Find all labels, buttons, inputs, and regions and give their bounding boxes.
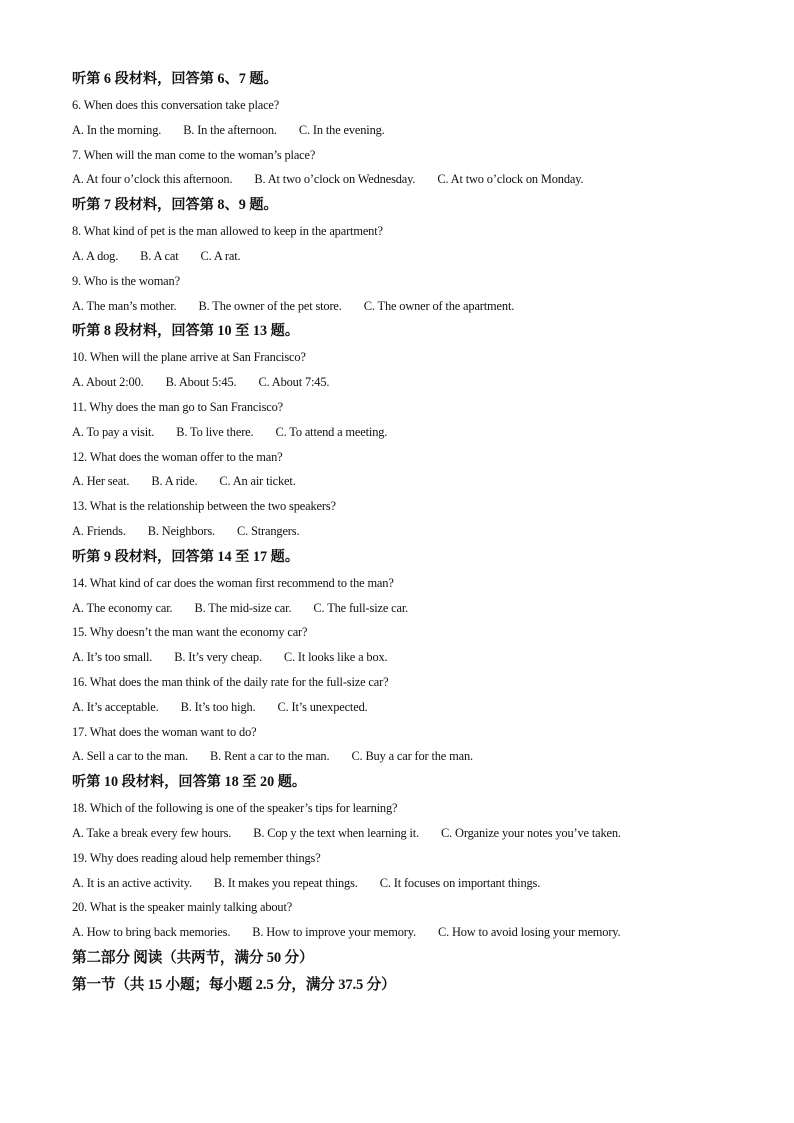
part-heading: 第二部分 阅读（共两节，满分 50 分） (72, 949, 314, 966)
answer-option: A. About 2:00. (72, 375, 144, 390)
answer-option: C. It’s unexpected. (277, 699, 368, 714)
answer-option: B. About 5:45. (165, 375, 237, 390)
question-text: 11. Why does the man go to San Francisco? (72, 399, 283, 414)
answer-option: C. It looks like a box. (283, 650, 388, 665)
answer-option: B. To live there. (176, 424, 254, 439)
answer-option: B. At two o’clock on Wednesday. (254, 172, 416, 187)
answer-options (72, 645, 732, 670)
answer-option: A. Take a break every few hours. (72, 825, 232, 840)
answer-option: C. An air ticket. (219, 474, 296, 489)
answer-options (72, 821, 732, 846)
answer-option: B. It makes you repeat things. (213, 875, 358, 890)
answer-option: B. Neighbors. (147, 523, 215, 538)
answer-option: B. A ride. (151, 474, 198, 489)
question-text: 9. Who is the woman? (72, 273, 180, 288)
answer-option: B. The owner of the pet store. (198, 298, 342, 313)
question-text: 19. Why does reading aloud help remember things? (72, 850, 321, 865)
answer-options (72, 871, 732, 896)
question-text: 12. What does the woman offer to the man? (72, 449, 283, 464)
answer-option: C. Buy a car for the man. (351, 749, 473, 764)
answer-option: A. A dog. (72, 248, 119, 263)
answer-option: A. It’s acceptable. (72, 699, 159, 714)
answer-option: A. Sell a car to the man. (72, 749, 188, 764)
answer-option: B. It’s very cheap. (174, 650, 262, 665)
answer-option: C. About 7:45. (258, 375, 330, 390)
answer-option: C. The owner of the apartment. (363, 298, 515, 313)
answer-options (72, 420, 732, 445)
answer-option: C. Strangers. (237, 523, 300, 538)
answer-options (72, 744, 732, 769)
answer-options (72, 294, 732, 319)
question-text: 15. Why doesn’t the man want the economy car? (72, 625, 308, 640)
answer-options (72, 920, 732, 945)
question-text: 20. What is the speaker mainly talking about? (72, 900, 293, 915)
answer-option: B. The mid-size car. (194, 600, 292, 615)
answer-options (72, 370, 732, 395)
answer-option: A. Friends. (72, 523, 126, 538)
answer-option: A. The man’s mother. (72, 298, 177, 313)
answer-option: C. It focuses on important things. (379, 875, 541, 890)
answer-option: A. It’s too small. (72, 650, 153, 665)
question-text: 6. When does this conversation take place? (72, 98, 280, 112)
question-text: 17. What does the woman want to do? (72, 724, 257, 739)
answer-option: A. It is an active activity. (72, 875, 192, 890)
answer-options (72, 167, 732, 192)
answer-option: A. In the morning. (72, 122, 162, 137)
question-text: 16. What does the man think of the daily rate for the full-size car? (72, 674, 389, 689)
answer-option: C. The full-size car. (313, 600, 409, 615)
section-heading: 听第 10 段材料，回答第 18 至 20 题。 (72, 774, 307, 791)
answer-option: C. To attend a meeting. (275, 424, 388, 439)
section-heading: 听第 9 段材料，回答第 14 至 17 题。 (72, 548, 300, 565)
answer-option: A. Her seat. (72, 474, 130, 489)
answer-options (72, 118, 732, 143)
answer-option: B. In the afternoon. (183, 122, 277, 137)
question-text: 8. What kind of pet is the man allowed to keep in the apartment? (72, 224, 383, 239)
answer-option: B. Cop y the text when learning it. (253, 825, 420, 840)
answer-options (72, 695, 732, 720)
section-heading: 听第 6 段材料，回答第 6、7 题。 (72, 71, 278, 87)
answer-option: A. How to bring back memories. (72, 925, 231, 940)
question-text: 13. What is the relationship between the two speakers? (72, 499, 336, 514)
answer-option: B. How to improve your memory. (252, 925, 416, 940)
answer-option: C. In the evening. (298, 122, 385, 137)
exam-content (72, 66, 732, 999)
section-heading: 听第 7 段材料，回答第 8、9 题。 (72, 197, 278, 214)
answer-option: C. Organize your notes you’ve taken. (441, 825, 621, 840)
answer-option: B. A cat (140, 248, 179, 263)
answer-options (72, 519, 732, 544)
answer-option: C. At two o’clock on Monday. (437, 172, 584, 187)
answer-option: C. How to avoid losing your memory. (437, 925, 621, 940)
answer-options (72, 469, 732, 494)
answer-option: B. Rent a car to the man. (210, 749, 330, 764)
question-text: 10. When will the plane arrive at San Francisco? (72, 350, 306, 365)
answer-option: C. A rat. (200, 248, 241, 263)
answer-option: A. At four o’clock this afternoon. (72, 172, 233, 187)
answer-options (72, 244, 732, 269)
question-text: 18. Which of the following is one of the speaker’s tips for learning? (72, 801, 398, 816)
section-heading: 听第 8 段材料，回答第 10 至 13 题。 (72, 323, 300, 340)
answer-options (72, 596, 732, 621)
answer-option: A. To pay a visit. (72, 424, 155, 439)
question-text: 7. When will the man come to the woman’s place? (72, 147, 316, 162)
answer-option: B. It’s too high. (180, 699, 256, 714)
part-heading: 第一节（共 15 小题；每小题 2.5 分，满分 37.5 分） (72, 976, 396, 993)
answer-option: A. The economy car. (72, 600, 173, 615)
question-text: 14. What kind of car does the woman first recommend to the man? (72, 575, 394, 590)
